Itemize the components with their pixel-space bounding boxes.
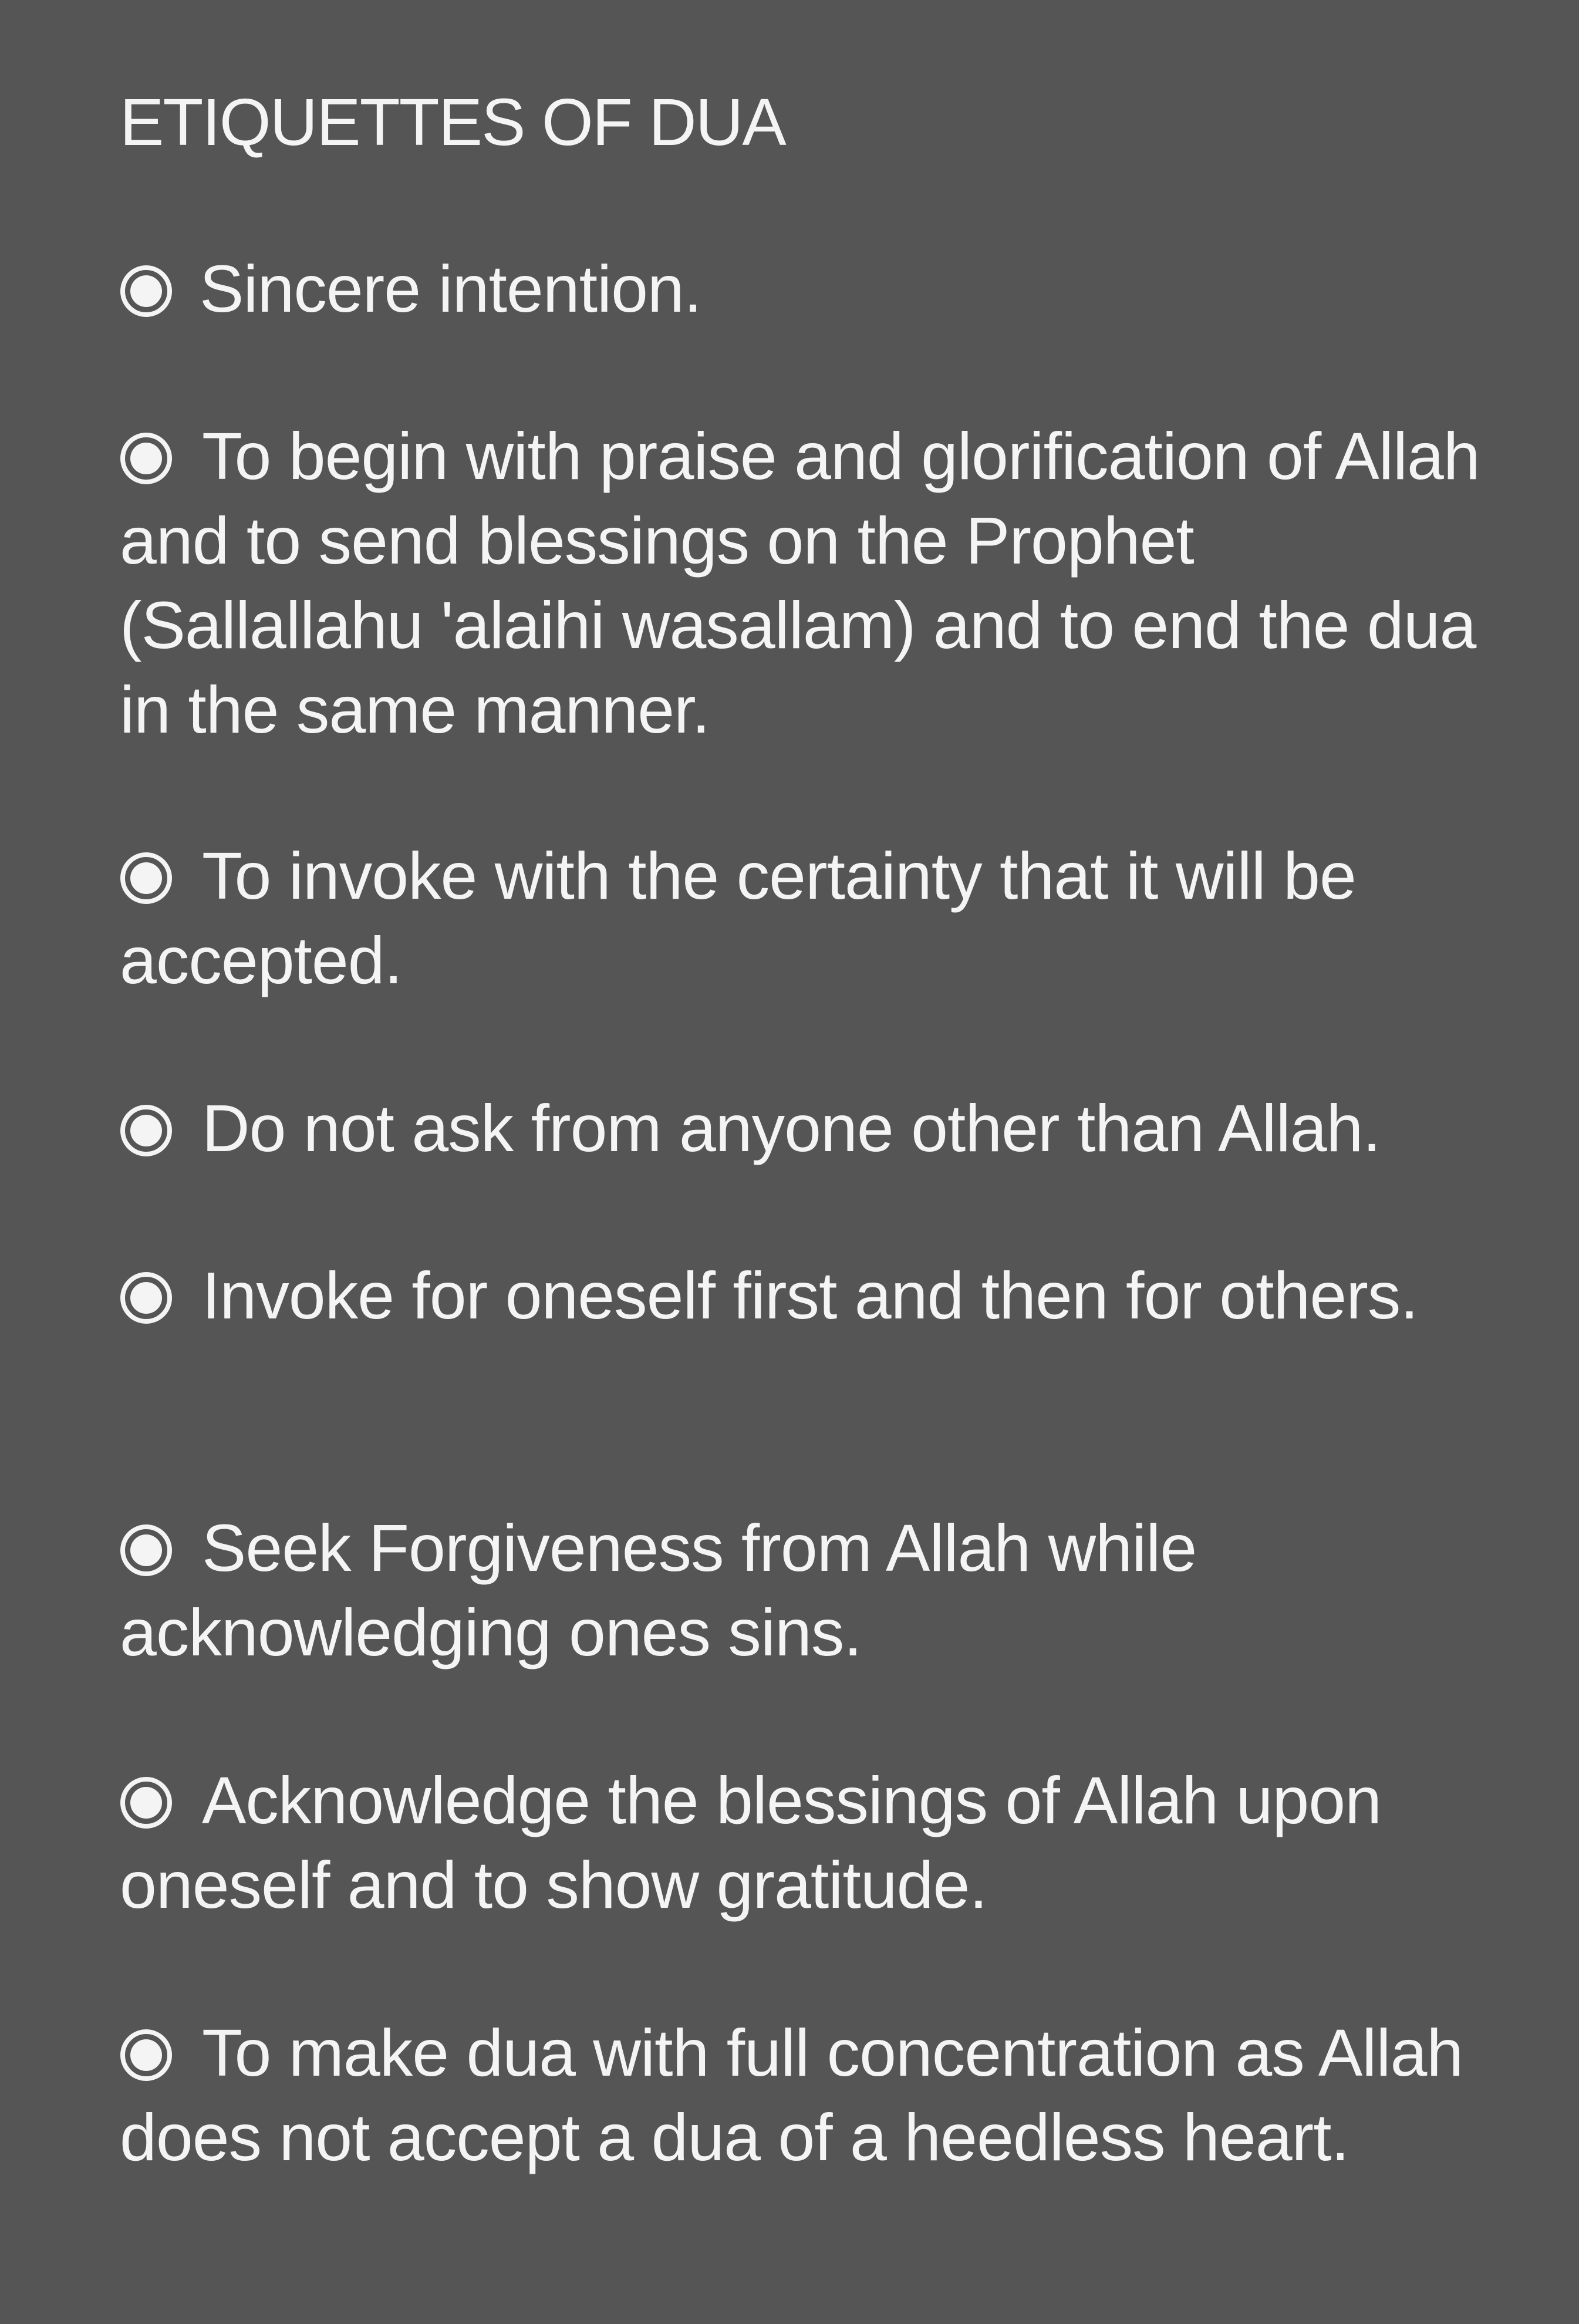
item-text: To make dua with full concentration as Allah does not accept a dua of a heedless heart. <box>120 2016 1463 2174</box>
list-item <box>120 247 1497 331</box>
item-text: To begin with praise and glorification of Allah and to send blessings on the Prophet (Sallallahu 'alaihi wasallam) and to end the dua in the same manner. <box>120 419 1480 747</box>
item-text: To invoke with the certainty that it will be accepted. <box>120 839 1356 997</box>
list-item <box>120 414 1497 752</box>
list-item <box>120 2011 1497 2180</box>
list-item <box>120 1506 1497 1675</box>
list-item <box>120 1758 1497 1927</box>
radio-selected-icon <box>120 432 173 485</box>
item-text: Invoke for oneself first and then for others. <box>202 1259 1418 1333</box>
radio-selected-icon <box>120 1524 173 1577</box>
item-text: Acknowledge the blessings of Allah upon oneself and to show gratitude. <box>120 1763 1381 1922</box>
radio-selected-icon <box>120 1776 173 1829</box>
radio-selected-icon <box>120 1104 173 1157</box>
page-title: ETIQUETTES OF DUA <box>120 85 785 159</box>
list-item <box>120 1253 1497 1338</box>
radio-selected-icon <box>120 1271 173 1324</box>
item-text: Seek Forgiveness from Allah while acknowledging ones sins. <box>120 1511 1197 1669</box>
list-item <box>120 1086 1497 1171</box>
radio-selected-icon <box>120 2029 173 2082</box>
radio-selected-icon <box>120 852 173 905</box>
list-item <box>120 834 1497 1003</box>
item-text: Sincere intention. <box>200 252 702 326</box>
radio-selected-icon <box>120 265 173 318</box>
item-text: Do not ask from anyone other than Allah. <box>202 1091 1381 1165</box>
